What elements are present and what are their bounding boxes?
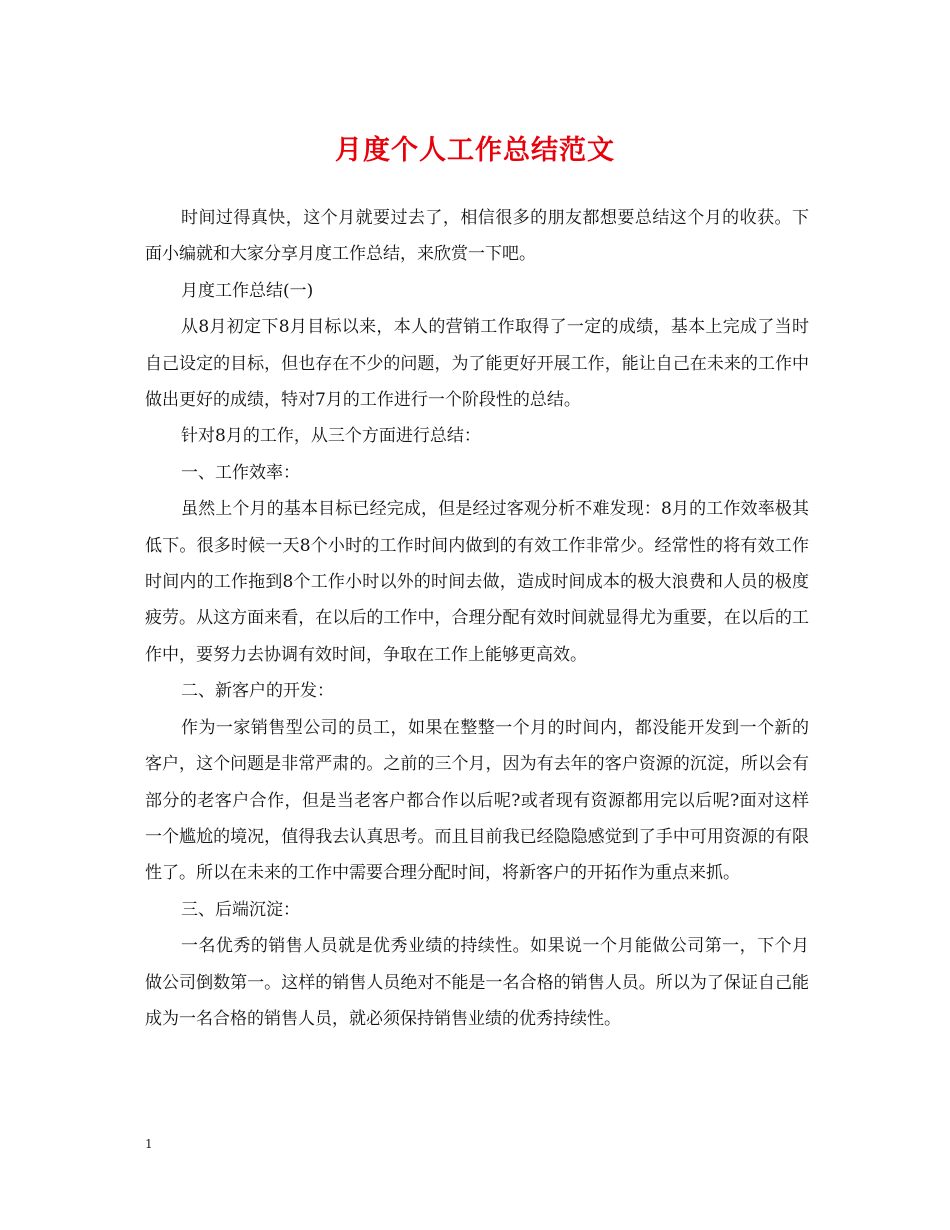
- paragraph-efficiency: 虽然上个月的基本目标已经完成，但是经过客观分析不难发现：8月的工作效率极其低下。很多时候一天8个小时的工作时间内做到的有效工作非常少。经常性的将有效工作时间内的工作拖到8个工作小时以外的时间去做，造成时间成本的极大浪费和人员的极度疲劳。从这方面来看，在以后的工作中，合理分配有效时间就显得尤为重要，在以后的工作中，要努力去协调有效时间，争取在工作上能够更高效。: [145, 499, 809, 665]
- paragraph-overview: 从8月初定下8月目标以来，本人的营销工作取得了一定的成绩，基本上完成了当时自己设定的目标，但也存在不少的问题，为了能更好开展工作，能让自己在未来的工作中做出更好的成绩，特对7月的工作进行一个阶段性的总结。: [145, 317, 809, 411]
- paragraph-new-clients: 作为一家销售型公司的员工，如果在整整一个月的时间内，都没能开发到一个新的客户，这个问题是非常严肃的。之前的三个月，因为有去年的客户资源的沉淀，所以会有部分的老客户合作，但是当老客户都合作以后呢?或者现有资源都用完以后呢?面对这样一个尴尬的境况，值得我去认真思考。而且目前我已经隐隐感觉到了手中可用资源的有限性了。所以在未来的工作中需要合理分配时间，将新客户的开拓作为重点来抓。: [145, 717, 809, 884]
- section-heading-new-clients: 二、新客户的开发：: [181, 681, 334, 702]
- page-number: 1: [145, 1137, 153, 1151]
- section-heading-efficiency: 一、工作效率：: [181, 462, 300, 483]
- paragraph-backend: 一名优秀的销售人员就是优秀业绩的持续性。如果说一个月能做公司第一，下个月做公司倒数第一。这样的销售人员绝对不能是一名合格的销售人员。所以为了保证自己能成为一名合格的销售人员，就必须保持销售业绩的优秀持续性。: [145, 936, 809, 1029]
- section-heading-backend: 三、后端沉淀：: [181, 899, 300, 920]
- section-heading-summary-one: 月度工作总结(一): [181, 280, 314, 301]
- paragraph-aspects-intro: 针对8月的工作，从三个方面进行总结：: [181, 426, 481, 447]
- document-title: 月度个人工作总结范文: [335, 135, 615, 166]
- document-body: [145, 200, 809, 1037]
- paragraph-intro: 时间过得真快，这个月就要过去了，相信很多的朋友都想要总结这个月的收获。下面小编就和大家分享月度工作总结，来欣赏一下吧。: [145, 208, 809, 265]
